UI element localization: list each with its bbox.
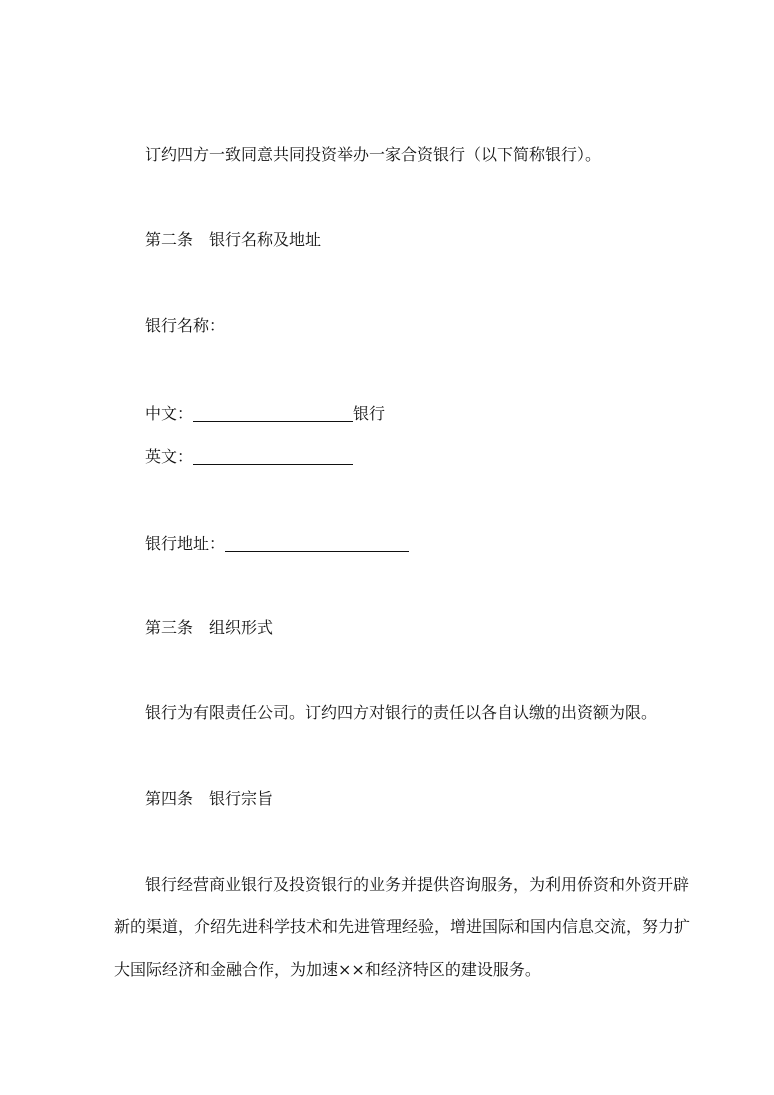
intro-paragraph: 订约四方一致同意共同投资举办一家合资银行（以下简称银行）。 <box>145 145 602 164</box>
english-name-label: 英文： <box>145 447 194 466</box>
english-name-row <box>145 445 353 467</box>
bank-address-row <box>145 532 409 554</box>
bank-address-label: 银行地址： <box>145 534 226 553</box>
article-4-heading <box>145 789 273 809</box>
chinese-name-row <box>145 402 385 424</box>
bank-name-label: 银行名称： <box>145 316 226 335</box>
purpose-line-3: 大国际经济和金融合作，为加速××和经济特区的建设服务。 <box>114 960 541 979</box>
purpose-line-2: 新的渠道，介绍先进科学技术和先进管理经验，增进国际和国内信息交流，努力扩 <box>114 917 691 936</box>
article-2-number: 第二条 <box>145 230 194 249</box>
chinese-name-suffix: 银行 <box>353 404 386 423</box>
article-3-number: 第三条 <box>145 618 194 637</box>
english-name-blank[interactable] <box>193 448 353 465</box>
chinese-name-blank[interactable] <box>193 405 353 422</box>
chinese-name-label: 中文： <box>145 404 194 423</box>
article-2-title: 银行名称及地址 <box>209 230 322 249</box>
purpose-line-1: 银行经营商业银行及投资银行的业务并提供咨询服务，为利用侨资和外资开辟 <box>145 875 690 894</box>
article-2-heading <box>145 230 321 250</box>
article-4-number: 第四条 <box>145 789 194 808</box>
article-3-title: 组织形式 <box>209 618 274 637</box>
article-3-heading <box>145 618 273 638</box>
bank-address-blank[interactable] <box>225 535 409 552</box>
article-4-title: 银行宗旨 <box>209 789 274 808</box>
organization-paragraph: 银行为有限责任公司。订约四方对银行的责任以各自认缴的出资额为限。 <box>145 703 658 722</box>
